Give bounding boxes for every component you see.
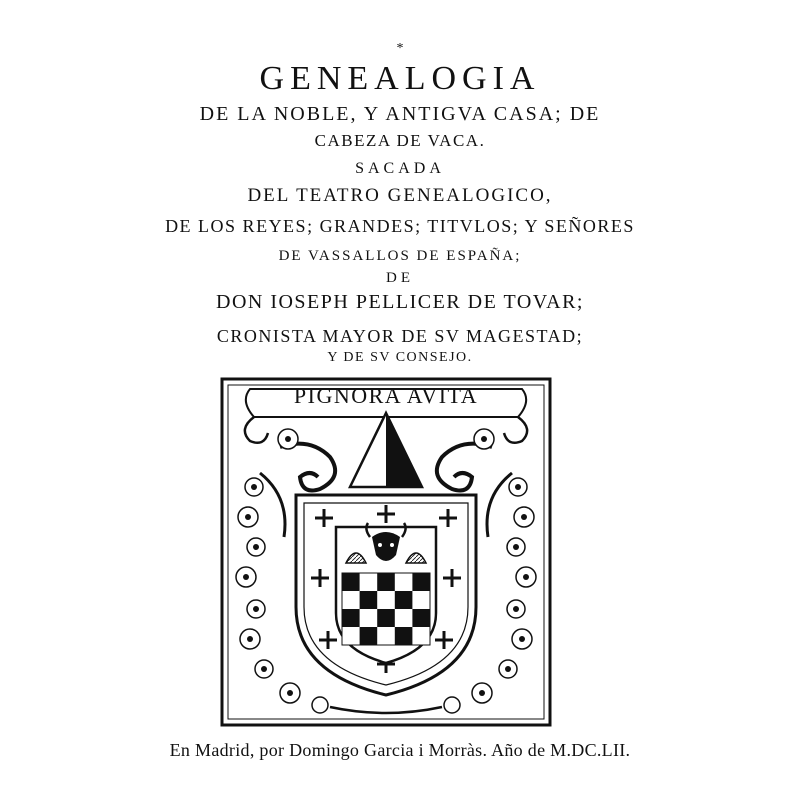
- motto-text: PIGNORA AVITA: [293, 383, 479, 408]
- author-office-line: CRONISTA MAYOR DE SV MAGESTAD;: [216, 326, 584, 346]
- title-line-2: DE LA NOBLE, Y ANTIGVA CASA; DE: [199, 103, 601, 125]
- author-council-line: Y DE SV CONSEJO.: [327, 350, 473, 365]
- coat-of-arms-woodcut: [220, 377, 552, 727]
- title-line-3: CABEZA DE VACA.: [314, 131, 486, 150]
- main-title: GENEALOGIA: [259, 60, 541, 97]
- checky-field: [342, 573, 430, 645]
- ornament-asterisk: *: [396, 41, 404, 56]
- title-line-4: SACADA: [355, 160, 445, 177]
- title-line-5: DEL TEATRO GENEALOGICO,: [247, 185, 553, 206]
- coat-of-arms-svg: [220, 377, 552, 727]
- title-line-6: DE LOS REYES; GRANDES; TITVLOS; Y SEÑORES: [165, 216, 635, 236]
- title-line-7: DE VASSALLOS DE ESPAÑA;: [278, 248, 522, 264]
- imprint-line: En Madrid, por Domingo Garcia i Morràs. Año de M.DC.LII.: [169, 740, 631, 760]
- author-line: DON IOSEPH PELLICER DE TOVAR;: [216, 291, 584, 313]
- title-line-8: DE: [386, 270, 414, 286]
